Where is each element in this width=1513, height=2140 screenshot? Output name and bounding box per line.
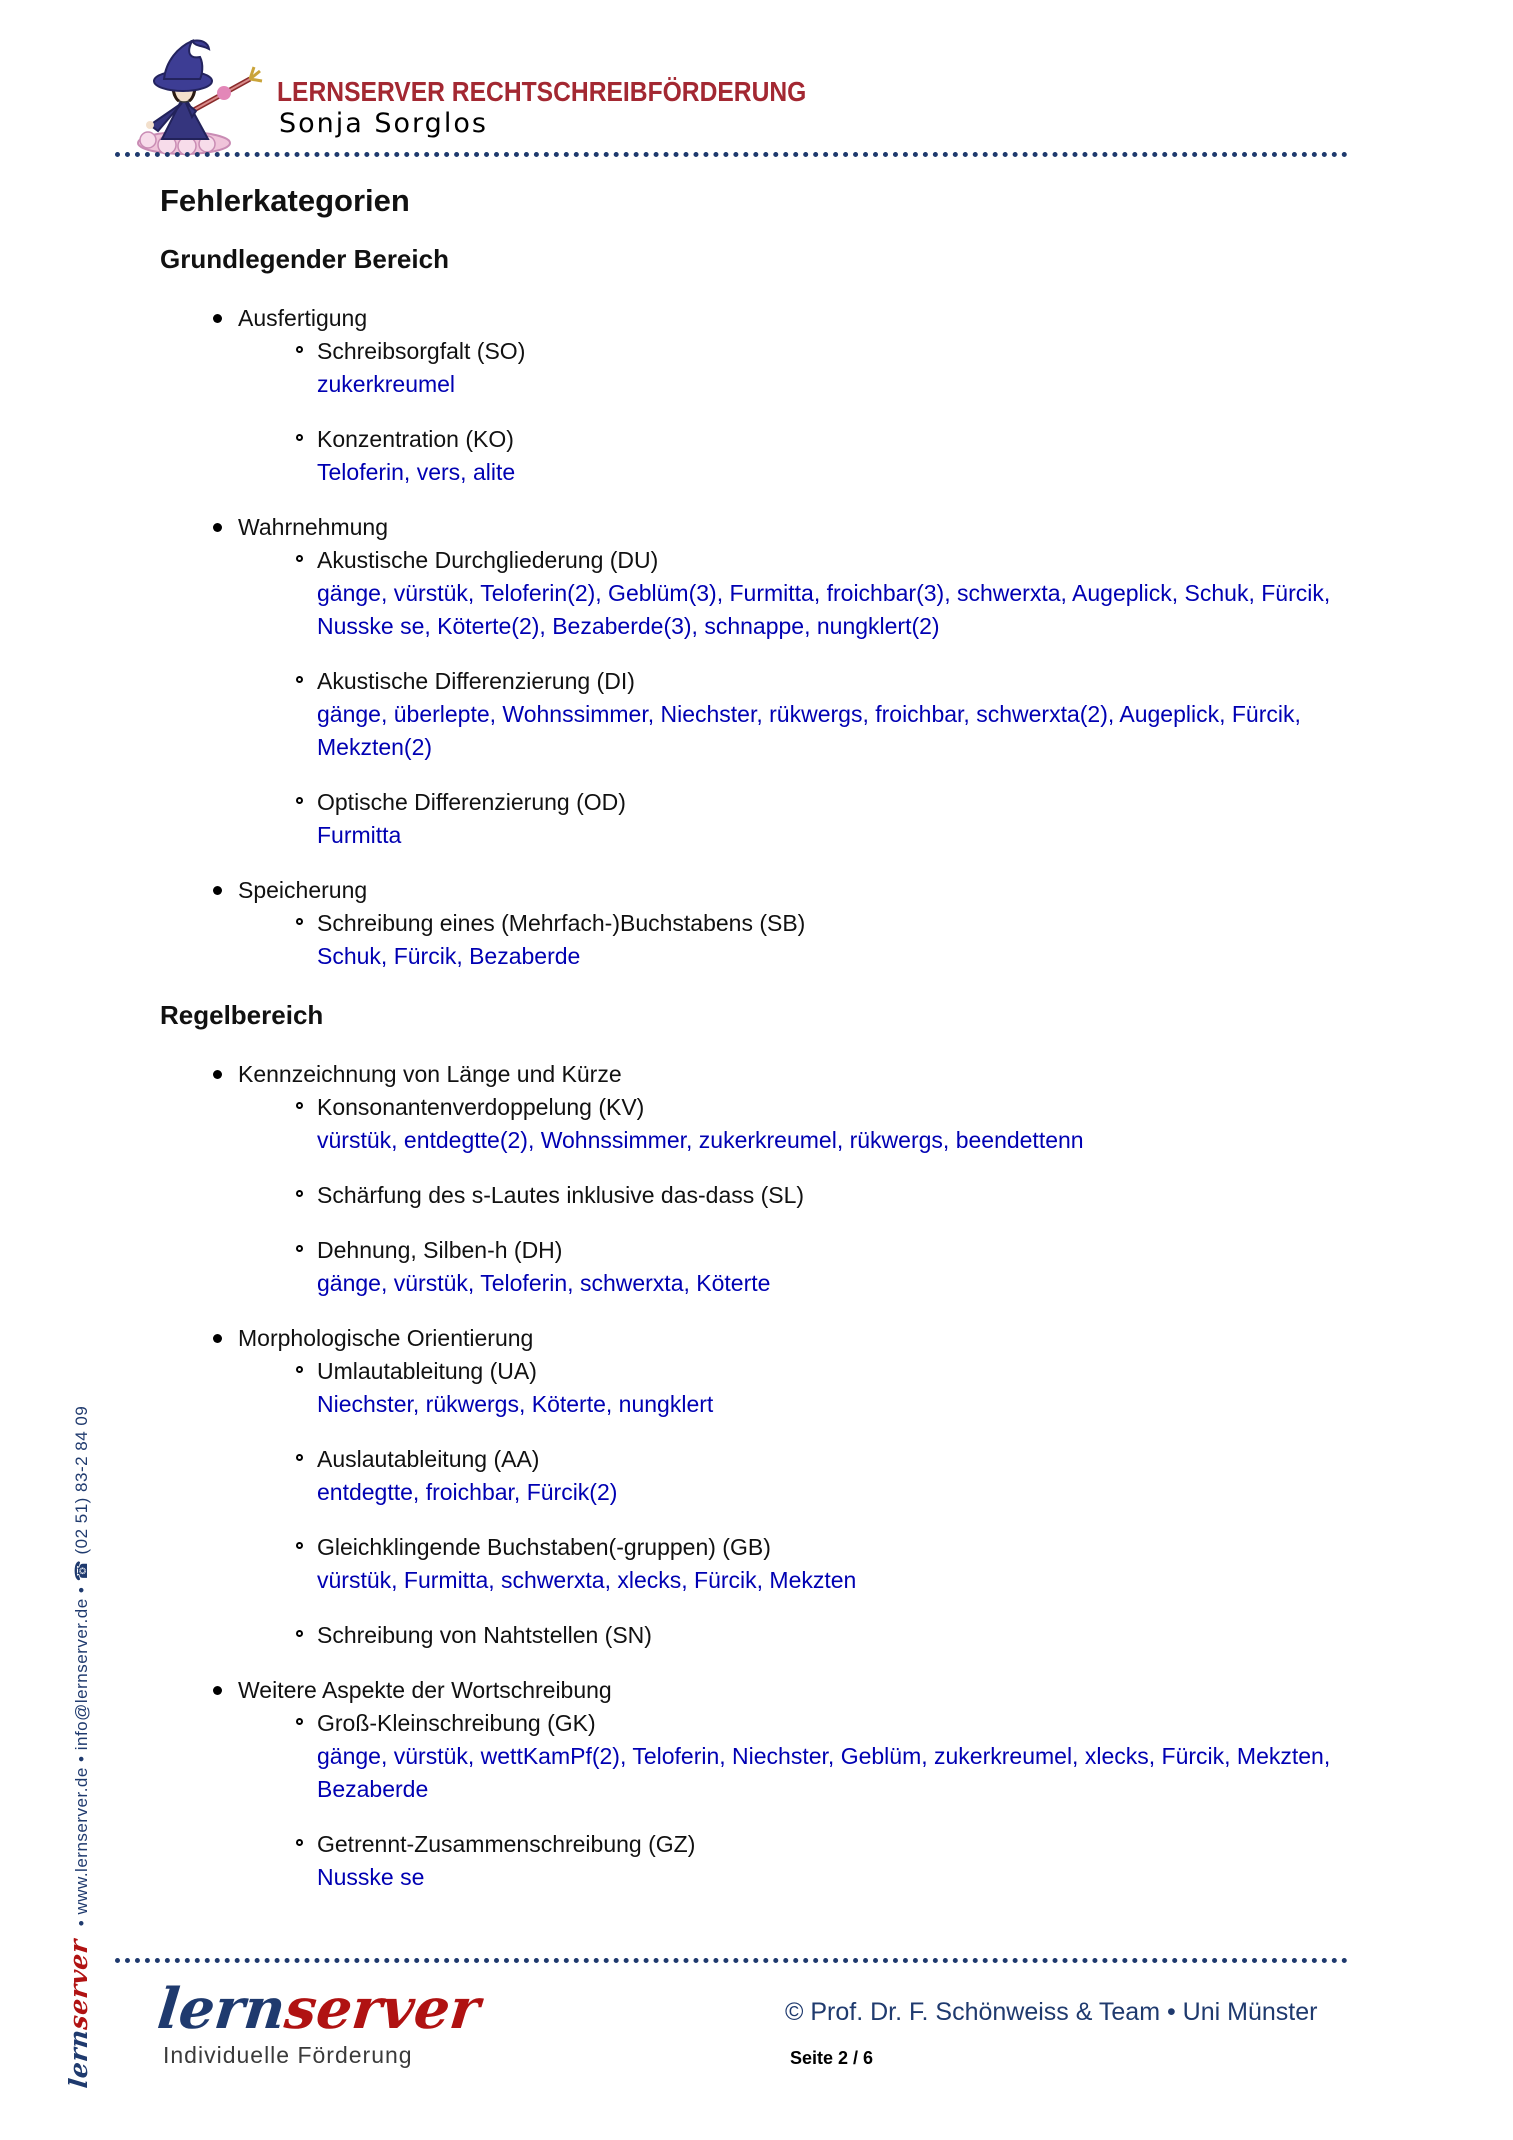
hollow-bullet-icon <box>296 1454 303 1461</box>
item-label: Akustische Durchgliederung (DU) <box>160 544 1365 577</box>
item-label: Groß-Kleinschreibung (GK) <box>160 1707 1365 1740</box>
hollow-bullet-icon <box>296 1718 303 1725</box>
item-label: Gleichklingende Buchstaben(-gruppen) (GB) <box>160 1531 1365 1564</box>
hollow-bullet-icon <box>296 555 303 562</box>
item-error-words: vürstük, entdegtte(2), Wohnssimmer, zukerkreumel, rükwergs, beendettenn <box>317 1127 1084 1153</box>
hollow-bullet-icon <box>296 1366 303 1373</box>
hollow-bullet-icon <box>296 1102 303 1109</box>
page-number: Seite 2 / 6 <box>790 2048 874 2068</box>
item-label: Konzentration (KO) <box>160 423 1365 456</box>
footer-copyright: © Prof. Dr. F. Schönweiss & Team • Uni Münster <box>785 1998 1318 2026</box>
item-label: Umlautableitung (UA) <box>160 1355 1365 1388</box>
item-error-words: Furmitta <box>317 822 402 848</box>
category-group <box>160 302 1365 489</box>
hollow-bullet-icon <box>296 346 303 353</box>
item-error-words: vürstük, Furmitta, schwerxta, xlecks, Fürcik, Mekzten <box>317 1567 857 1593</box>
hollow-bullet-icon <box>296 1630 303 1637</box>
error-category-item <box>160 1179 1365 1212</box>
error-category-item <box>160 1443 1365 1509</box>
hollow-bullet-icon <box>296 1839 303 1846</box>
footer-logo-server: server <box>281 1976 483 2042</box>
item-label: Schreibung von Nahtstellen (SN) <box>160 1619 1365 1652</box>
filled-bullet-icon <box>213 886 222 895</box>
item-label: Auslautableitung (AA) <box>160 1443 1365 1476</box>
filled-bullet-icon <box>213 523 222 532</box>
filled-bullet-icon <box>213 1686 222 1695</box>
hollow-bullet-icon <box>296 676 303 683</box>
item-label: Schreibsorgfalt (SO) <box>160 335 1365 368</box>
footer-tagline: Individuelle Förderung <box>163 2042 413 2068</box>
hollow-bullet-icon <box>296 1190 303 1197</box>
item-label: Dehnung, Silben-h (DH) <box>160 1234 1365 1267</box>
category-group <box>160 874 1365 973</box>
error-category-item <box>160 423 1365 489</box>
item-error-words: gänge, überlepte, Wohnssimmer, Niechster, rükwergs, froichbar, schwerxta(2), Augeplick, Fürcik, Mekzten(2) <box>317 701 1301 760</box>
error-category-item <box>160 1234 1365 1300</box>
filled-bullet-icon <box>213 1070 222 1079</box>
hollow-bullet-icon <box>296 434 303 441</box>
item-error-words: gänge, vürstük, Teloferin, schwerxta, Köterte <box>317 1270 771 1296</box>
document-content <box>160 183 1365 1916</box>
item-label: Konsonantenverdoppelung (KV) <box>160 1091 1365 1124</box>
error-category-item <box>160 1707 1365 1806</box>
category-group <box>160 1058 1365 1300</box>
footer-dotted-separator <box>115 1958 1348 1963</box>
error-category-item <box>160 786 1365 852</box>
group-label: Weitere Aspekte der Wortschreibung <box>160 1674 1365 1707</box>
sections-root <box>160 243 1365 1894</box>
sidebar-vertical-info <box>64 1388 93 2088</box>
item-label: Getrennt-Zusammenschreibung (GZ) <box>160 1828 1365 1861</box>
item-error-words: gänge, vürstük, wettKamPf(2), Teloferin, Niechster, Geblüm, zukerkreumel, xlecks, Fürcik, Mekzten, Bezaberde <box>317 1743 1331 1802</box>
hollow-bullet-icon <box>296 1245 303 1252</box>
item-error-words: gänge, vürstük, Teloferin(2), Geblüm(3), Furmitta, froichbar(3), schwerxta, Augeplick, Schuk, Fürcik, Nusske se, Köterte(2), Bezaberde(3), schnappe, nungklert(2) <box>317 580 1331 639</box>
item-error-words: Niechster, rükwergs, Köterte, nungklert <box>317 1391 714 1417</box>
error-category-item <box>160 665 1365 764</box>
sidebar-logo: lernserver <box>64 1937 93 2090</box>
hollow-bullet-icon <box>296 918 303 925</box>
filled-bullet-icon <box>213 314 222 323</box>
item-error-words: zukerkreumel <box>317 371 456 397</box>
filled-bullet-icon <box>213 1334 222 1343</box>
sidebar-contact-line: • www.lernserver.de • info@lernserver.de • ☎ (02 51) 83-2 84 09 <box>72 1405 91 1927</box>
section-title: Regelbereich <box>160 1000 324 1030</box>
item-error-words: Nusske se <box>317 1864 425 1890</box>
student-name: Sonja Sorglos <box>279 108 488 139</box>
item-label: Schärfung des s-Lautes inklusive das-dass (SL) <box>160 1179 1365 1212</box>
group-label: Morphologische Orientierung <box>160 1322 1365 1355</box>
category-group <box>160 1322 1365 1652</box>
category-group <box>160 511 1365 852</box>
error-category-item <box>160 1355 1365 1421</box>
error-category-item <box>160 1619 1365 1652</box>
group-label: Kennzeichnung von Länge und Kürze <box>160 1058 1365 1091</box>
error-category-item <box>160 544 1365 643</box>
category-group <box>160 1674 1365 1894</box>
footer-logo <box>154 1976 483 2042</box>
hollow-bullet-icon <box>296 1542 303 1549</box>
group-label: Ausfertigung <box>160 302 1365 335</box>
group-label: Speicherung <box>160 874 1365 907</box>
brand-title: LERNSERVER RECHTSCHREIBFÖRDERUNG <box>277 76 807 107</box>
error-category-item <box>160 1531 1365 1597</box>
item-error-words: entdegtte, froichbar, Fürcik(2) <box>317 1479 618 1505</box>
item-label: Schreibung eines (Mehrfach-)Buchstabens (SB) <box>160 907 1365 940</box>
item-label: Optische Differenzierung (OD) <box>160 786 1365 819</box>
item-error-words: Schuk, Fürcik, Bezaberde <box>317 943 581 969</box>
item-label: Akustische Differenzierung (DI) <box>160 665 1365 698</box>
footer-logo-lern: lern <box>154 1976 289 2042</box>
wizard-mascot-icon <box>112 33 264 157</box>
page-title: Fehlerkategorien <box>160 183 410 218</box>
group-label: Wahrnehmung <box>160 511 1365 544</box>
error-category-item <box>160 1828 1365 1894</box>
header-dotted-separator <box>115 152 1348 157</box>
error-category-item <box>160 1091 1365 1157</box>
hollow-bullet-icon <box>296 797 303 804</box>
error-category-item <box>160 335 1365 401</box>
item-error-words: Teloferin, vers, alite <box>317 459 516 485</box>
error-category-item <box>160 907 1365 973</box>
section-title: Grundlegender Bereich <box>160 244 449 274</box>
